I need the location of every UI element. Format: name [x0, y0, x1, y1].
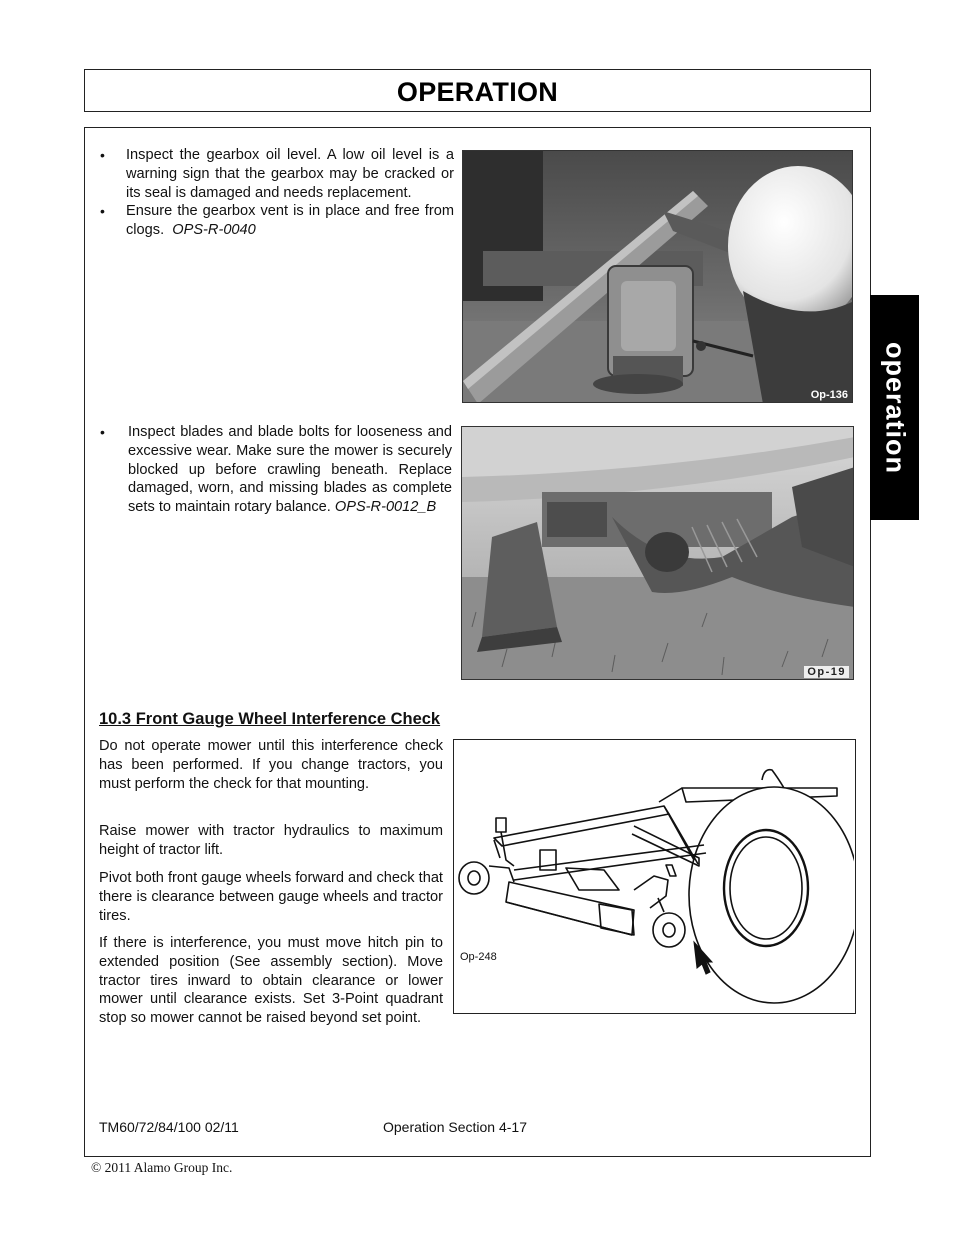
- blade-inspection-photo: [461, 426, 854, 680]
- gearbox-vent-text: [126, 202, 454, 240]
- gearbox-photo: [462, 150, 853, 403]
- blade-inspection-text: [128, 423, 452, 517]
- blade-inspection-photo-image: [462, 427, 854, 680]
- page-title: OPERATION: [396, 77, 559, 107]
- photo-label: Op-136: [810, 389, 848, 401]
- bullet-marker: •: [100, 147, 105, 163]
- gearbox-photo-image: [463, 151, 853, 403]
- section-heading: 10.3 Front Gauge Wheel Interference Check: [99, 710, 441, 728]
- bullet-marker: •: [100, 424, 105, 440]
- copyright-notice: © 2011 Alamo Group Inc.: [91, 1160, 233, 1175]
- footer-model-date: TM60/72/84/100 02/11: [99, 1119, 239, 1135]
- interference-warning-text: Do not operate mower until this interference check has been performed. If you change tractors, you must perform the check for that mounting.: [99, 738, 443, 792]
- section-side-tab[interactable]: [870, 295, 919, 520]
- header-box: [84, 69, 871, 112]
- blade-inspection-body: Inspect blades and blade bolts for looseness and excessive wear. Make sure the mower is securely blocked up before crawling beneath. Replace damaged, worn, and missing blades as complete sets to maintain rotary balance.: [128, 424, 452, 516]
- photo-label: Op-19: [804, 666, 849, 678]
- reference-code: OPS-R-0040: [172, 221, 256, 238]
- reference-code: OPS-R-0012_B: [334, 499, 437, 516]
- diagram-label: Op-248: [460, 951, 497, 963]
- raise-mower-text: Raise mower with tractor hydraulics to maximum height of tractor lift.: [99, 823, 443, 858]
- pivot-wheels-text: Pivot both front gauge wheels forward and check that there is clearance between gauge wheels and tractor tires.: [99, 870, 443, 924]
- gearbox-vent-body: Ensure the gearbox vent is in place and free from clogs.: [126, 203, 454, 238]
- gearbox-oil-text: Inspect the gearbox oil level. A low oil level is a warning sign that the gearbox may be cracked or its seal is damaged and needs replacement.: [126, 147, 454, 201]
- interference-diagram-drawing: [454, 740, 854, 1012]
- interference-fix-text: If there is interference, you must move hitch pin to extended position (See assembly section). Move tractor tires inward to obtain clearance or lower mower until clearance exists. Set 3-Point quadrant stop so mower cannot be raised beyond set point.: [99, 935, 443, 1027]
- side-tab-label: operation: [880, 341, 910, 474]
- bullet-marker: •: [100, 203, 105, 219]
- footer-section-page: Operation Section 4-17: [383, 1119, 527, 1135]
- interference-diagram: [453, 739, 856, 1014]
